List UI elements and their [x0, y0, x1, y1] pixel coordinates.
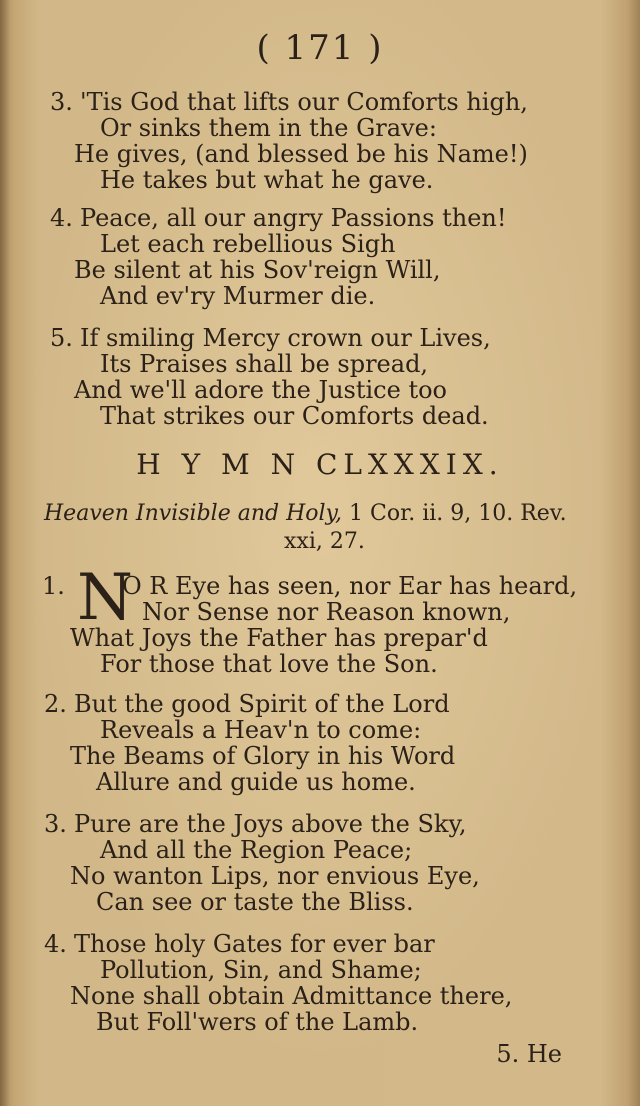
stanza-line: And ev'ry Murmer die.	[100, 282, 376, 310]
stanza-line: But Foll'wers of the Lamb.	[96, 1008, 419, 1036]
hymn-scripture-ref-cont: xxi, 27.	[284, 529, 365, 554]
stanza-line: Pollution, Sin, and Shame;	[100, 956, 422, 984]
stanza-line: For those that love the Son.	[100, 650, 438, 678]
stanza-number: 5.	[50, 324, 73, 352]
stanza-line: None shall obtain Admittance there,	[70, 982, 513, 1010]
stanza-line: No wanton Lips, nor envious Eye,	[70, 862, 480, 890]
hymn-scripture-ref: 1 Cor. ii. 9, 10. Rev.	[349, 501, 567, 526]
stanza-line: O R Eye has seen, nor Ear has heard,	[122, 572, 578, 600]
hymn-subtitle-italic: Heaven Invisible and Holy,	[44, 501, 343, 526]
stanza-line: He gives, (and blessed be his Name!)	[74, 140, 528, 168]
stanza-line: 4. Those holy Gates for ever bar	[44, 930, 435, 958]
stanza-line: And all the Region Peace;	[100, 836, 413, 864]
stanza-line: Be silent at his Sov'reign Will,	[74, 256, 441, 284]
drop-cap: N	[77, 561, 133, 635]
page-number: ( 171 )	[256, 28, 384, 68]
stanza-line: The Beams of Glory in his Word	[70, 742, 456, 770]
stanza-line: Its Praises shall be spread,	[100, 350, 429, 378]
stanza-number: 2.	[44, 690, 67, 718]
stanza-line: 5. If smiling Mercy crown our Lives,	[50, 324, 491, 352]
stanza-line: And we'll adore the Justice too	[74, 376, 447, 404]
stanza-line: That strikes our Comforts dead.	[100, 402, 489, 430]
catchword: 5. He	[496, 1040, 562, 1068]
stanza-number: 4.	[44, 930, 67, 958]
hymn-title: H Y M N CLXXXIX.	[136, 448, 504, 481]
stanza-line: 4. Peace, all our angry Passions then!	[50, 204, 507, 232]
spine-shadow	[0, 0, 10, 1106]
stanza-line: What Joys the Father has prepar'd	[70, 624, 488, 652]
stanza-line: Allure and guide us home.	[96, 768, 416, 796]
hymn-subtitle	[44, 500, 567, 528]
stanza-line: Or sinks them in the Grave:	[100, 114, 437, 142]
stanza-line: Let each rebellious Sigh	[100, 230, 396, 258]
stanza-line: Reveals a Heav'n to come:	[100, 716, 422, 744]
stanza-line: Can see or taste the Bliss.	[96, 888, 414, 916]
stanza-line: Nor Sense nor Reason known,	[142, 598, 511, 626]
stanza-line: He takes but what he gave.	[100, 166, 434, 194]
stanza-line: 2. But the good Spirit of the Lord	[44, 690, 450, 718]
stanza-number: 3.	[50, 88, 73, 116]
stanza-line: 3. 'Tis God that lifts our Comforts high,	[50, 88, 528, 116]
stanza-number: 3.	[44, 810, 67, 838]
stanza-number: 4.	[50, 204, 73, 232]
stanza-number: 1.	[42, 572, 65, 600]
stanza-line: 3. Pure are the Joys above the Sky,	[44, 810, 467, 838]
